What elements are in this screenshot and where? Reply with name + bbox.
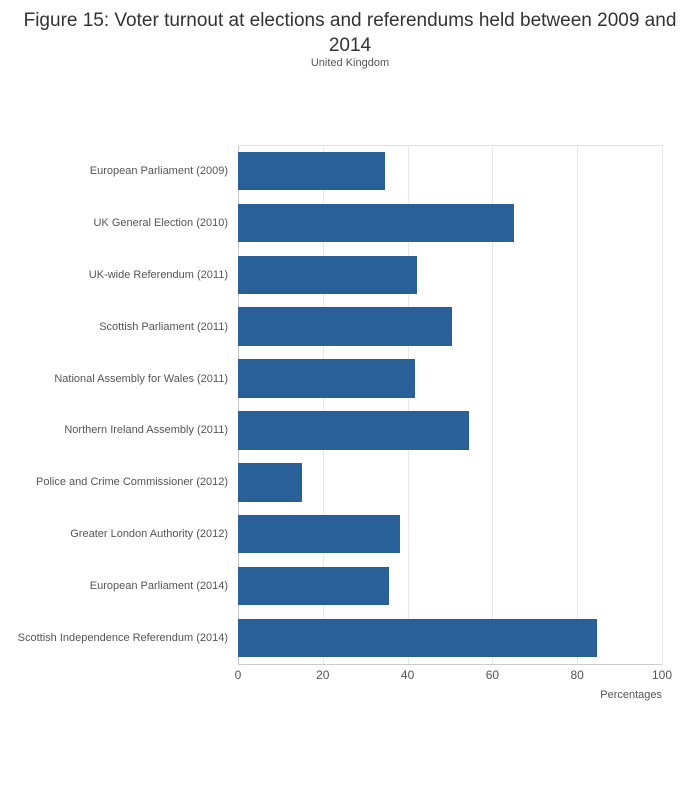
bar <box>238 359 415 397</box>
bar <box>238 152 385 190</box>
y-axis-label: Police and Crime Commissioner (2012) <box>36 476 228 489</box>
y-axis-label: UK-wide Referendum (2011) <box>88 268 228 281</box>
x-tick-label: 20 <box>316 668 330 682</box>
x-tick-label: 100 <box>651 668 673 682</box>
x-tick-label: 60 <box>485 668 500 682</box>
chart-subtitle: United Kingdom <box>310 57 390 69</box>
y-axis-label: Scottish Independence Referendum (2014) <box>17 632 228 645</box>
x-axis-title: Percentages <box>600 689 662 701</box>
y-axis-label: National Assembly for Wales (2011) <box>54 372 228 385</box>
x-tick-label: 80 <box>570 668 584 682</box>
y-axis-label: European Parliament (2014) <box>89 580 228 593</box>
y-axis-label: Scottish Parliament (2011) <box>99 320 228 333</box>
bar <box>238 515 400 553</box>
bar <box>238 256 417 294</box>
y-axis-label: UK General Election (2010) <box>93 216 228 229</box>
gridline <box>662 145 663 664</box>
y-axis-category-labels <box>0 145 228 664</box>
y-axis-label: European Parliament (2009) <box>89 164 228 177</box>
x-tick-label: 0 <box>234 668 242 682</box>
plot-area <box>238 145 662 664</box>
bar <box>238 204 514 242</box>
bar <box>238 307 452 345</box>
chart-title: Figure 15: Voter turnout at elections and referendums held between 2009 and 2014 <box>23 10 677 56</box>
y-axis-label: Greater London Authority (2012) <box>70 528 228 541</box>
bar <box>238 567 389 605</box>
bar <box>238 463 302 501</box>
gridline <box>577 145 578 664</box>
x-axis-tick-labels <box>234 664 673 688</box>
bar <box>238 411 469 449</box>
plot-top-border <box>238 145 662 146</box>
x-tick-label: 40 <box>400 668 415 682</box>
y-axis-label: Northern Ireland Assembly (2011) <box>64 424 228 437</box>
bar <box>238 619 597 657</box>
